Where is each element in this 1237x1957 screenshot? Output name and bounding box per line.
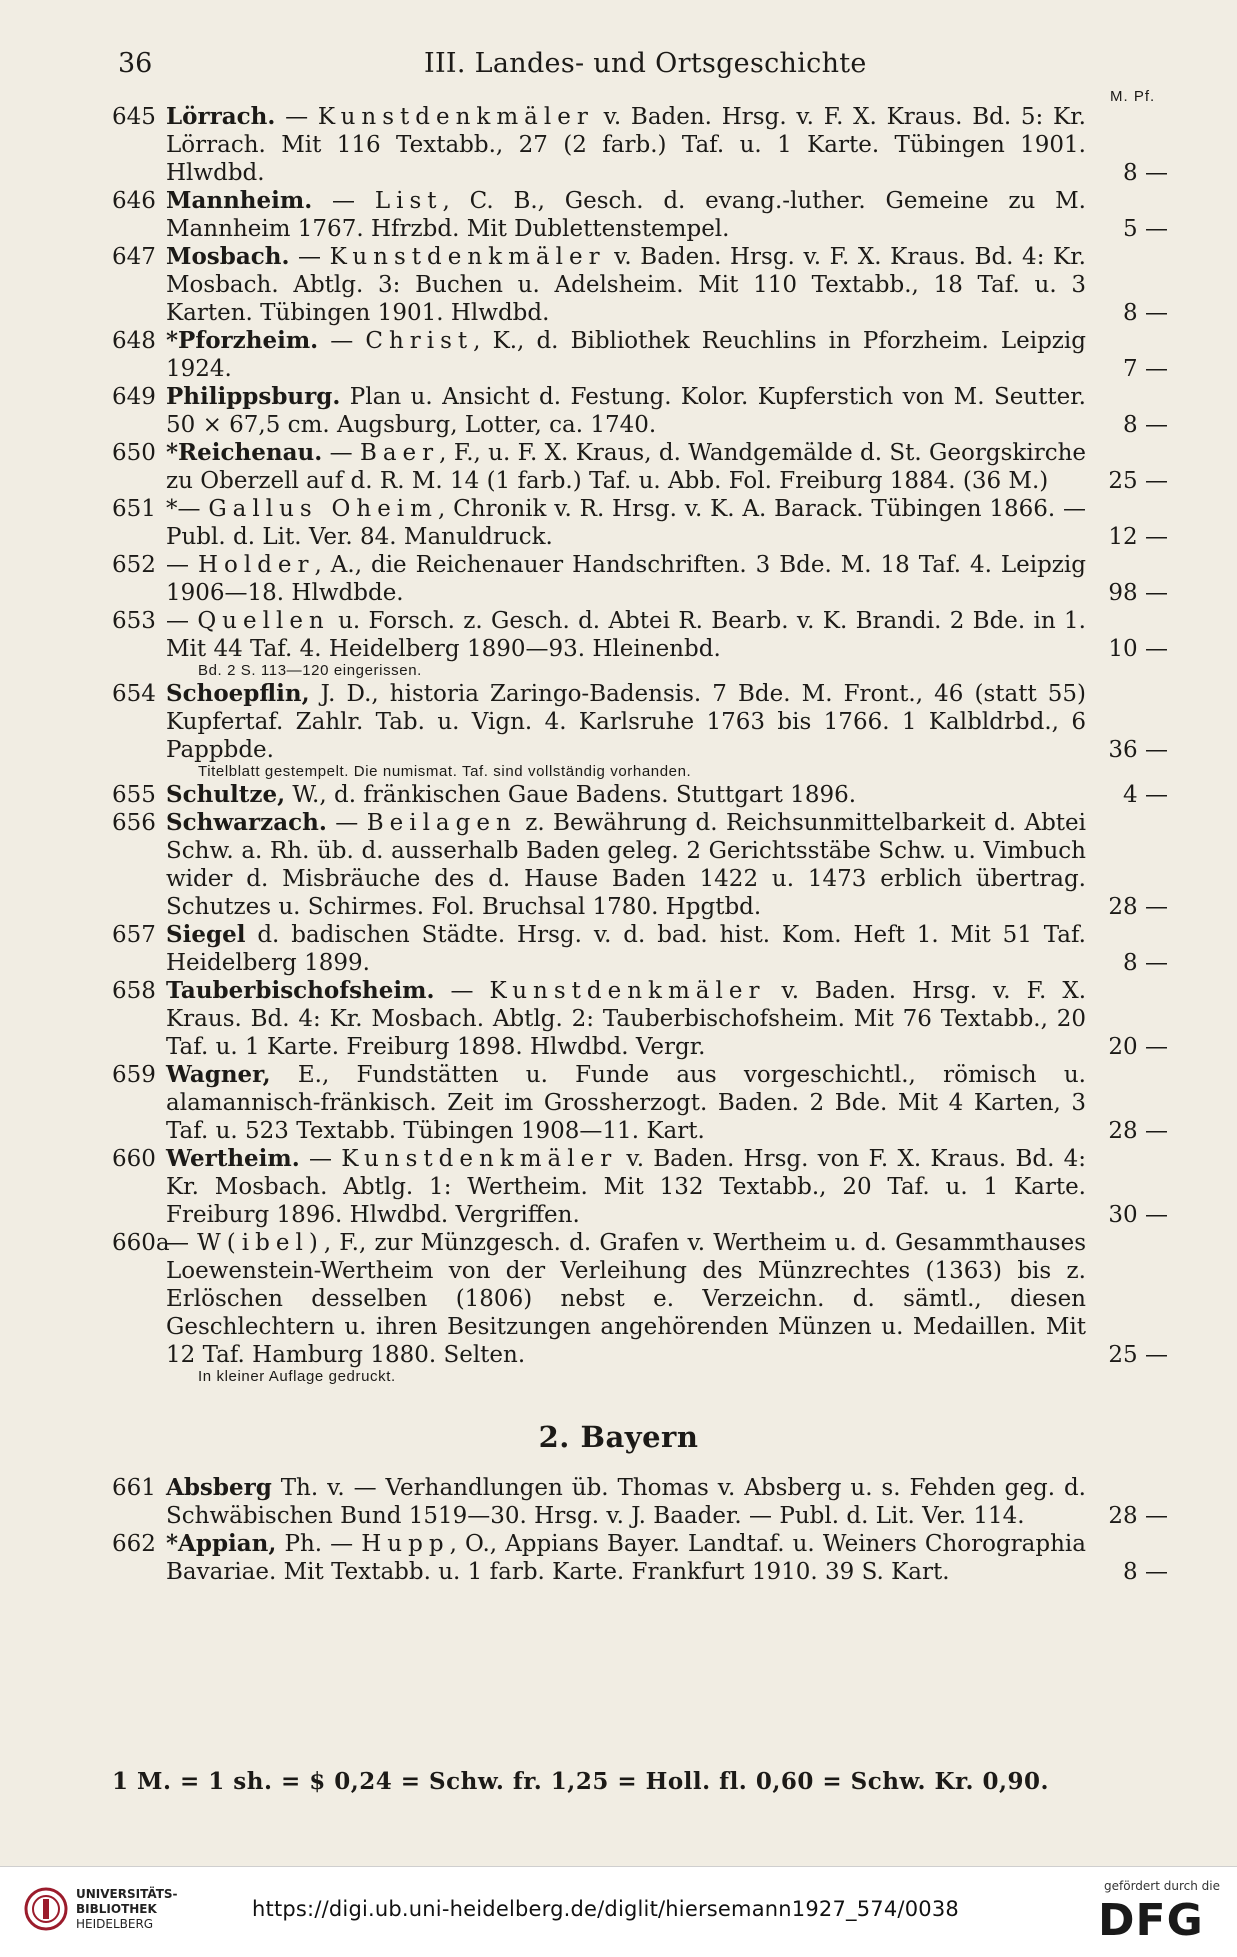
entry-price: 5 — [1123,216,1168,242]
catalog-entries [0,103,1237,1586]
entry-text [166,551,1086,607]
catalog-entry [0,1530,1237,1586]
entry-description-rest: , Chronik v. R. Hrsg. v. K. A. Barack. Tübingen 1866. — Publ. d. Lit. Ver. 84. Manuldruck. [166,496,1087,550]
entry-description: W., d. fränkischen Gaue Badens. Stuttgart 1896. [285,782,857,808]
entry-price: 12 — [1108,524,1168,550]
entry-description-rest: v. Baden. Hrsg. von F. X. Kraus. Bd. 4: Kr. Mosbach. Abtlg. 1: Wertheim. Mit 132 Textabb., 20 Taf. u. 1 Karte. Freiburg 1896. Hlwdbd. Vergriffen. [166,1146,1087,1228]
entry-author-spaced: Quellen [197,608,330,634]
entry-price: 28 — [1108,1118,1168,1144]
entry-price: 36 — [1108,737,1168,763]
entry-note: Titelblatt gestempelt. Die numismat. Taf. sind vollständig vorhanden. [198,763,692,780]
catalog-entry [0,680,1237,764]
entry-price: 7 — [1123,356,1168,382]
catalog-entry [0,327,1237,383]
viewer-footer [0,1866,1237,1957]
catalog-entry [0,551,1237,607]
catalog-entry [0,383,1237,439]
entry-description: — [434,978,490,1004]
catalog-entry [0,243,1237,327]
entry-price: 25 — [1108,1342,1168,1368]
entry-text [166,1474,1086,1530]
entry-text [166,1530,1086,1586]
page-number: 36 [118,48,153,79]
entry-text [166,1061,1086,1145]
entry-note: In kleiner Auflage gedruckt. [198,1368,396,1385]
entry-number: 656 [112,810,156,836]
entry-number: 657 [112,922,156,948]
entry-description-rest: v. Baden. Hrsg. v. F. X. Kraus. Bd. 4: Kr. Mosbach. Abtlg. 3: Buchen u. Adelsheim. Mit 110 Textabb., 18 Taf. u. 3 Karten. Tübingen 1901. Hlwdbd. [166,244,1086,326]
entry-price: 30 — [1108,1202,1168,1228]
exchange-rate-line: 1 M. = 1 sh. = $ 0,24 = Schw. fr. 1,25 = Holl. fl. 0,60 = Schw. Kr. 0,90. [112,1768,1049,1795]
entry-author-spaced: Beilagen [366,810,517,836]
entry-description-rest: v. Baden. Hrsg. v. F. X. Kraus. Bd. 4: Kr. Mosbach. Abtlg. 2: Tauberbischofsheim. Mit 76 Textabb., 20 Taf. u. 1 Karte. Freiburg 1898. Hlwdbd. Vergr. [166,978,1087,1060]
entry-keyword: Lörrach. [166,103,276,130]
entry-prefix: — [166,608,198,634]
catalog-entry [0,607,1237,663]
entry-number: 654 [112,681,156,707]
entry-prefix: — [166,552,198,578]
entry-description-rest: u. Forsch. z. Gesch. d. Abtei R. Bearb. v. K. Brandi. 2 Bde. in 1. Mit 44 Taf. 4. Heidelberg 1890—93. Hleinenbd. [166,608,1086,662]
entry-price: 28 — [1108,894,1168,920]
entry-keyword: Schultze, [166,781,286,808]
institution-line-3: HEIDELBERG [76,1917,154,1931]
institution-line-2: BIBLIOTHEK [76,1902,157,1916]
entry-description: E., Fundstätten u. Funde aus vorgeschichtl., römisch u. alamannisch-fränkisch. Zeit im Grossherzogt. Baden. 2 Bde. Mit 4 Karten, 3 Taf. u. 523 Textabb. Tübingen 1908—11. Kart. [166,1062,1086,1144]
entry-author-spaced: Kunstdenkmäler [341,1146,618,1172]
entry-number: 652 [112,552,156,578]
entry-description: — [289,244,330,270]
entry-keyword: Tauberbischofsheim. [166,977,435,1004]
permalink-url[interactable]: https://digi.ub.uni-heidelberg.de/diglit/hiersemann1927_574/0038 [252,1897,959,1921]
entry-author-spaced: Hupp [361,1531,450,1557]
entry-keyword: Mosbach. [166,243,290,270]
entry-keyword: Philippsburg. [166,383,341,410]
entry-text [166,383,1086,439]
catalog-entry [0,1229,1237,1369]
entry-description: J. D., historia Zaringo-Badensis. 7 Bde. M. Front., 46 (statt 55) Kupfertaf. Zahlr. Tab. u. Vign. 4. Karlsruhe 1763 bis 1766. 1 Kalbldrbd., 6 Pappbde. [166,681,1086,763]
entry-text [166,187,1086,243]
entry-description-rest: , F., zur Münzgesch. d. Grafen v. Wertheim u. d. Gesammthauses Loewenstein-Wertheim von der Verleihung des Münzrechtes (1363) bis z. Erlöschen desselben (1806) nebst e. Verzeichn. d. sämtl., diesen Geschlechtern u. ihren Besitzungen angehörenden Münzen u. Medaillen. Mit 12 Taf. Hamburg 1880. Selten. [166,1230,1086,1368]
catalog-entry [0,977,1237,1061]
university-seal-icon [24,1887,68,1931]
entry-number: 647 [112,244,156,270]
entry-keyword: *Pforzheim. [166,327,319,354]
entry-description: — [275,104,318,130]
entry-author-spaced: Christ [365,328,474,354]
entry-description-rest: , K., d. Bibliothek Reuchlins in Pforzheim. Leipzig 1924. [166,328,1086,382]
catalog-entry [0,495,1237,551]
entry-description: Plan u. Ansicht d. Festung. Kolor. Kupferstich von M. Seutter. 50 × 67,5 cm. Augsburg, Lotter, ca. 1740. [166,384,1086,438]
entry-text [166,1229,1086,1369]
entry-keyword: Schoepflin, [166,680,310,707]
catalog-entry [0,809,1237,921]
entry-description-rest: , A., die Reichenauer Handschriften. 3 Bde. M. 18 Taf. 4. Leipzig 1906—18. Hlwdbde. [166,552,1086,606]
entry-keyword: Schwarzach. [166,809,327,836]
entry-description: — [322,440,360,466]
entry-price: 8 — [1123,300,1168,326]
entry-number: 645 [112,104,156,130]
catalog-entry [0,1474,1237,1530]
entry-description-rest: z. Bewährung d. Reichsunmittelbarkeit d. Abtei Schw. a. Rh. üb. d. ausserhalb Baden geleg. 2 Gerichtsstäbe Schw. u. Vimbuch wider d. Misbräuche des d. Hause Baden 1422 u. 1473 erblich übertrag. Schutzes u. Schirmes. Fol. Bruchsal 1780. Hpgtbd. [166,810,1086,920]
entry-text [166,439,1086,495]
entry-number: 655 [112,782,156,808]
catalog-entry [0,781,1237,809]
entry-number: 658 [112,978,156,1004]
page-title: III. Landes- und Ortsgeschichte [424,48,867,79]
entry-number: 653 [112,608,156,634]
entry-keyword: *Appian, [166,1530,277,1557]
entry-keyword: Mannheim. [166,187,313,214]
entry-number: 662 [112,1531,156,1557]
entry-number: 659 [112,1062,156,1088]
entry-price: 10 — [1108,636,1168,662]
entry-text [166,1145,1086,1229]
entry-description: d. badischen Städte. Hrsg. v. d. bad. hist. Kom. Heft 1. Mit 51 Taf. Heidelberg 1899. [166,922,1086,976]
entry-number: 649 [112,384,156,410]
entry-author-spaced: List [374,188,443,214]
entry-price: 8 — [1123,412,1168,438]
entry-author-spaced: Kunstdenkmäler [489,978,766,1004]
entry-author-spaced: Kunstdenkmäler [329,244,606,270]
entry-text [166,921,1086,977]
entry-price: 8 — [1123,1559,1168,1585]
entry-price: 25 — [1108,468,1168,494]
entry-text [166,327,1086,383]
entry-description: — [326,810,367,836]
entry-price: 98 — [1108,580,1168,606]
entry-author-spaced: Gallus Oheim [208,496,438,522]
entry-number: 650 [112,440,156,466]
entry-text [166,977,1086,1061]
institution-line-1: UNIVERSITÄTS- [76,1887,178,1901]
entry-author-spaced: Kunstdenkmäler [317,104,594,130]
catalog-entry [0,187,1237,243]
entry-description: — [312,188,375,214]
catalog-entry [0,103,1237,187]
entry-number: 651 [112,496,156,522]
entry-price: 8 — [1123,160,1168,186]
entry-number: 660 [112,1146,156,1172]
entry-prefix: — [166,1230,198,1256]
entry-number: 660a [112,1230,170,1256]
entry-text [166,680,1086,764]
entry-author-spaced: W(ibel) [197,1230,324,1256]
entry-keyword: *Reichenau. [166,439,323,466]
entry-text [166,607,1086,663]
entry-number: 661 [112,1475,156,1501]
entry-text [166,103,1086,187]
dfg-logo: DFG [1098,1895,1204,1946]
catalog-entry [0,1061,1237,1145]
running-head [118,48,1158,84]
entry-text [166,809,1086,921]
entry-text [166,495,1086,551]
entry-keyword: Siegel [166,921,246,948]
entry-text [166,243,1086,327]
entry-price: 20 — [1108,1034,1168,1060]
entry-author-spaced: Baer [359,440,440,466]
institution-logo-text [76,1887,178,1932]
currency-column-label: M. Pf. [1110,88,1156,105]
catalog-entry [0,1145,1237,1229]
entry-price: 28 — [1108,1503,1168,1529]
entry-description: Ph. — [276,1531,362,1557]
entry-description-rest: v. Baden. Hrsg. v. F. X. Kraus. Bd. 5: Kr. Lörrach. Mit 116 Textabb., 27 (2 farb.) Taf. u. 1 Karte. Tübingen 1901. Hlwdbd. [166,104,1086,186]
entry-description-rest: , F., u. F. X. Kraus, d. Wandgemälde d. St. Georgskirche zu Oberzell auf d. R. M. 14 (1 farb.) Taf. u. Abb. Fol. Freiburg 1884. (36 M.) [166,440,1087,494]
entry-description-rest: , O., Appians Bayer. Landtaf. u. Weiners Chorographia Bavariae. Mit Textabb. u. 1 farb. Karte. Frankfurt 1910. 39 S. Kart. [166,1531,1086,1585]
entry-number: 648 [112,328,156,354]
entry-number: 646 [112,188,156,214]
entry-author-spaced: Holder [197,552,315,578]
catalog-entry [0,439,1237,495]
catalog-entry [0,921,1237,977]
entry-description: — [299,1146,342,1172]
entry-price: 8 — [1123,950,1168,976]
entry-keyword: Wagner, [166,1061,271,1088]
entry-description-rest: , C. B., Gesch. d. evang.-luther. Gemeine zu M. Mannheim 1767. Hfrzbd. Mit Dublettenstempel. [166,188,1086,242]
sponsor-label: gefördert durch die [1104,1879,1220,1893]
entry-description: — [318,328,366,354]
entry-keyword: Absberg [166,1474,272,1501]
entry-text [166,781,1086,809]
entry-keyword: Wertheim. [166,1145,300,1172]
entry-price: 4 — [1123,782,1168,808]
entry-description: Th. v. — Verhandlungen üb. Thomas v. Absberg u. s. Fehden geg. d. Schwäbischen Bund 1519—30. Hrsg. v. J. Baader. — Publ. d. Lit. Ver. 114. [166,1475,1086,1529]
entry-prefix: *— [166,496,209,522]
entry-note: Bd. 2 S. 113—120 eingerissen. [198,662,422,679]
section-heading: 2. Bayern [538,1420,699,1454]
